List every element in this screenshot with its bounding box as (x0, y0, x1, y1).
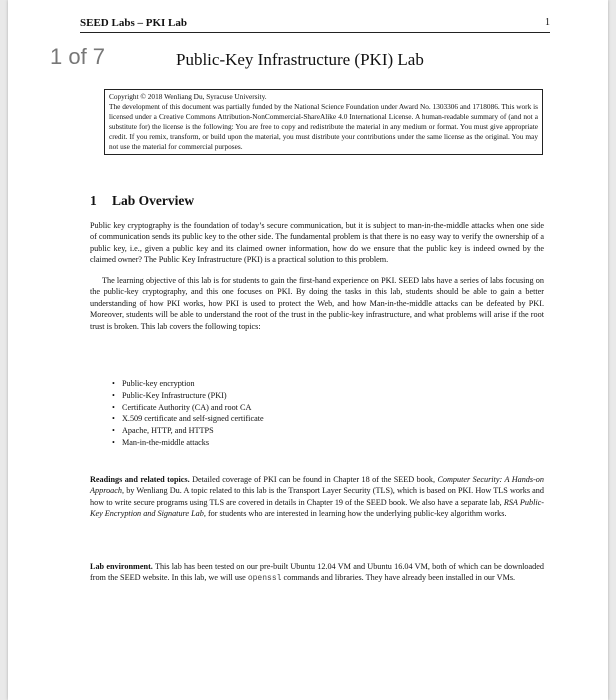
section-title: Lab Overview (112, 193, 195, 208)
environment-paragraph (90, 561, 544, 585)
copyright-body: The development of this document was partially funded by the National Science Foundation under Award No. 1303306 and 1718086. This work is licensed under a Creative Commons Attribution-NonCommercial-ShareAlike 4.0 International License. A human-readable summary of (and not a substitute for) the license is the following: You are free to copy and redistribute the material in any medium or format. You must give appropriate credit. If you remix, transform, or build upon the material, you must distribute your contributions under the same license as the original. You may not use the material for commercial purposes. (109, 102, 538, 151)
list-item: • Man-in-the-middle attacks (112, 437, 264, 449)
rsa-lab-title: RSA Public-Key Encryption and Signature Lab (90, 497, 545, 519)
openssl-command: openssl (247, 574, 282, 584)
header-page-number: 1 (545, 17, 550, 28)
environment-label: Lab environment. (90, 562, 153, 571)
copyright-box (104, 89, 543, 155)
copyright-line: Copyright © 2018 Wenliang Du, Syracuse University. (109, 92, 267, 101)
topics-list (112, 378, 264, 449)
list-item: • Public-Key Infrastructure (PKI) (112, 390, 264, 402)
overview-paragraph-1: Public key cryptography is the foundation of today’s secure communication, but it is subject to man-in-the-middle attacks when one side of communication sends its public key to the other side. The fundamental problem is that there is no easy way to verify the ownership of a public key, i.e., given a public key and its claimed owner information, how do we ensure that the public key is indeed owned by the claimed owner? The Public Key Infrastructure (PKI) is a practical solution to this problem. (90, 221, 544, 265)
header-rule (80, 32, 550, 33)
document-page (8, 0, 608, 700)
document-title: Public-Key Infrastructure (PKI) Lab (176, 50, 424, 69)
readings-label: Readings and related topics. (90, 475, 190, 484)
readings-paragraph (90, 474, 544, 520)
section-number: 1 (90, 193, 97, 208)
list-item: • Public-key encryption (112, 378, 264, 390)
environment-text-1: This lab has been tested on our pre-built Ubuntu 12.04 VM and Ubuntu 16.04 VM, both of which can be downloaded from the SEED website. In this lab, we will use (90, 562, 544, 583)
list-item: • Apache, HTTP, and HTTPS (112, 425, 264, 437)
list-item: • X.509 certificate and self-signed certificate (112, 413, 264, 425)
readings-text-2: , by Wenliang Du. A topic related to this lab is the Transport Layer Security (TLS), which is based on PKI. How TLS works and how to write secure programs using TLS are covered in details in Chapter 19 of the SEED book. We also have a separate lab, (90, 486, 544, 507)
readings-text-3: , for students who are interested in learning how the underlying public-key algorithm works. (203, 509, 507, 519)
book-title: Computer Security: A Hands-on Approach (90, 475, 544, 496)
section-heading (90, 193, 194, 209)
running-title: SEED Labs – PKI Lab (80, 17, 187, 29)
page-counter: 1 of 7 (50, 44, 106, 69)
running-header (80, 17, 550, 29)
list-item: • Certificate Authority (CA) and root CA (112, 402, 264, 414)
overview-paragraph-2: The learning objective of this lab is for students to gain the first-hand experience on PKI. SEED labs have a series of labs focusing on the public-key cryptography, and this one focuses on PKI. By doing the tasks in this lab, students should be able to gain a better understanding of how PKI works, how PKI is used to protect the Web, and how Man-in-the-middle attacks can be defeated by PKI. Moreover, students will be able to understand the root of the trust in the public-key infrastructure, and what problems will arise if the root trust is broken. This lab covers the following topics: (90, 276, 544, 331)
environment-text-2: commands and libraries. They have already been installed in our VMs. (281, 573, 516, 583)
readings-text-1: Detailed coverage of PKI can be found in Chapter 18 of the SEED book, (189, 475, 438, 484)
